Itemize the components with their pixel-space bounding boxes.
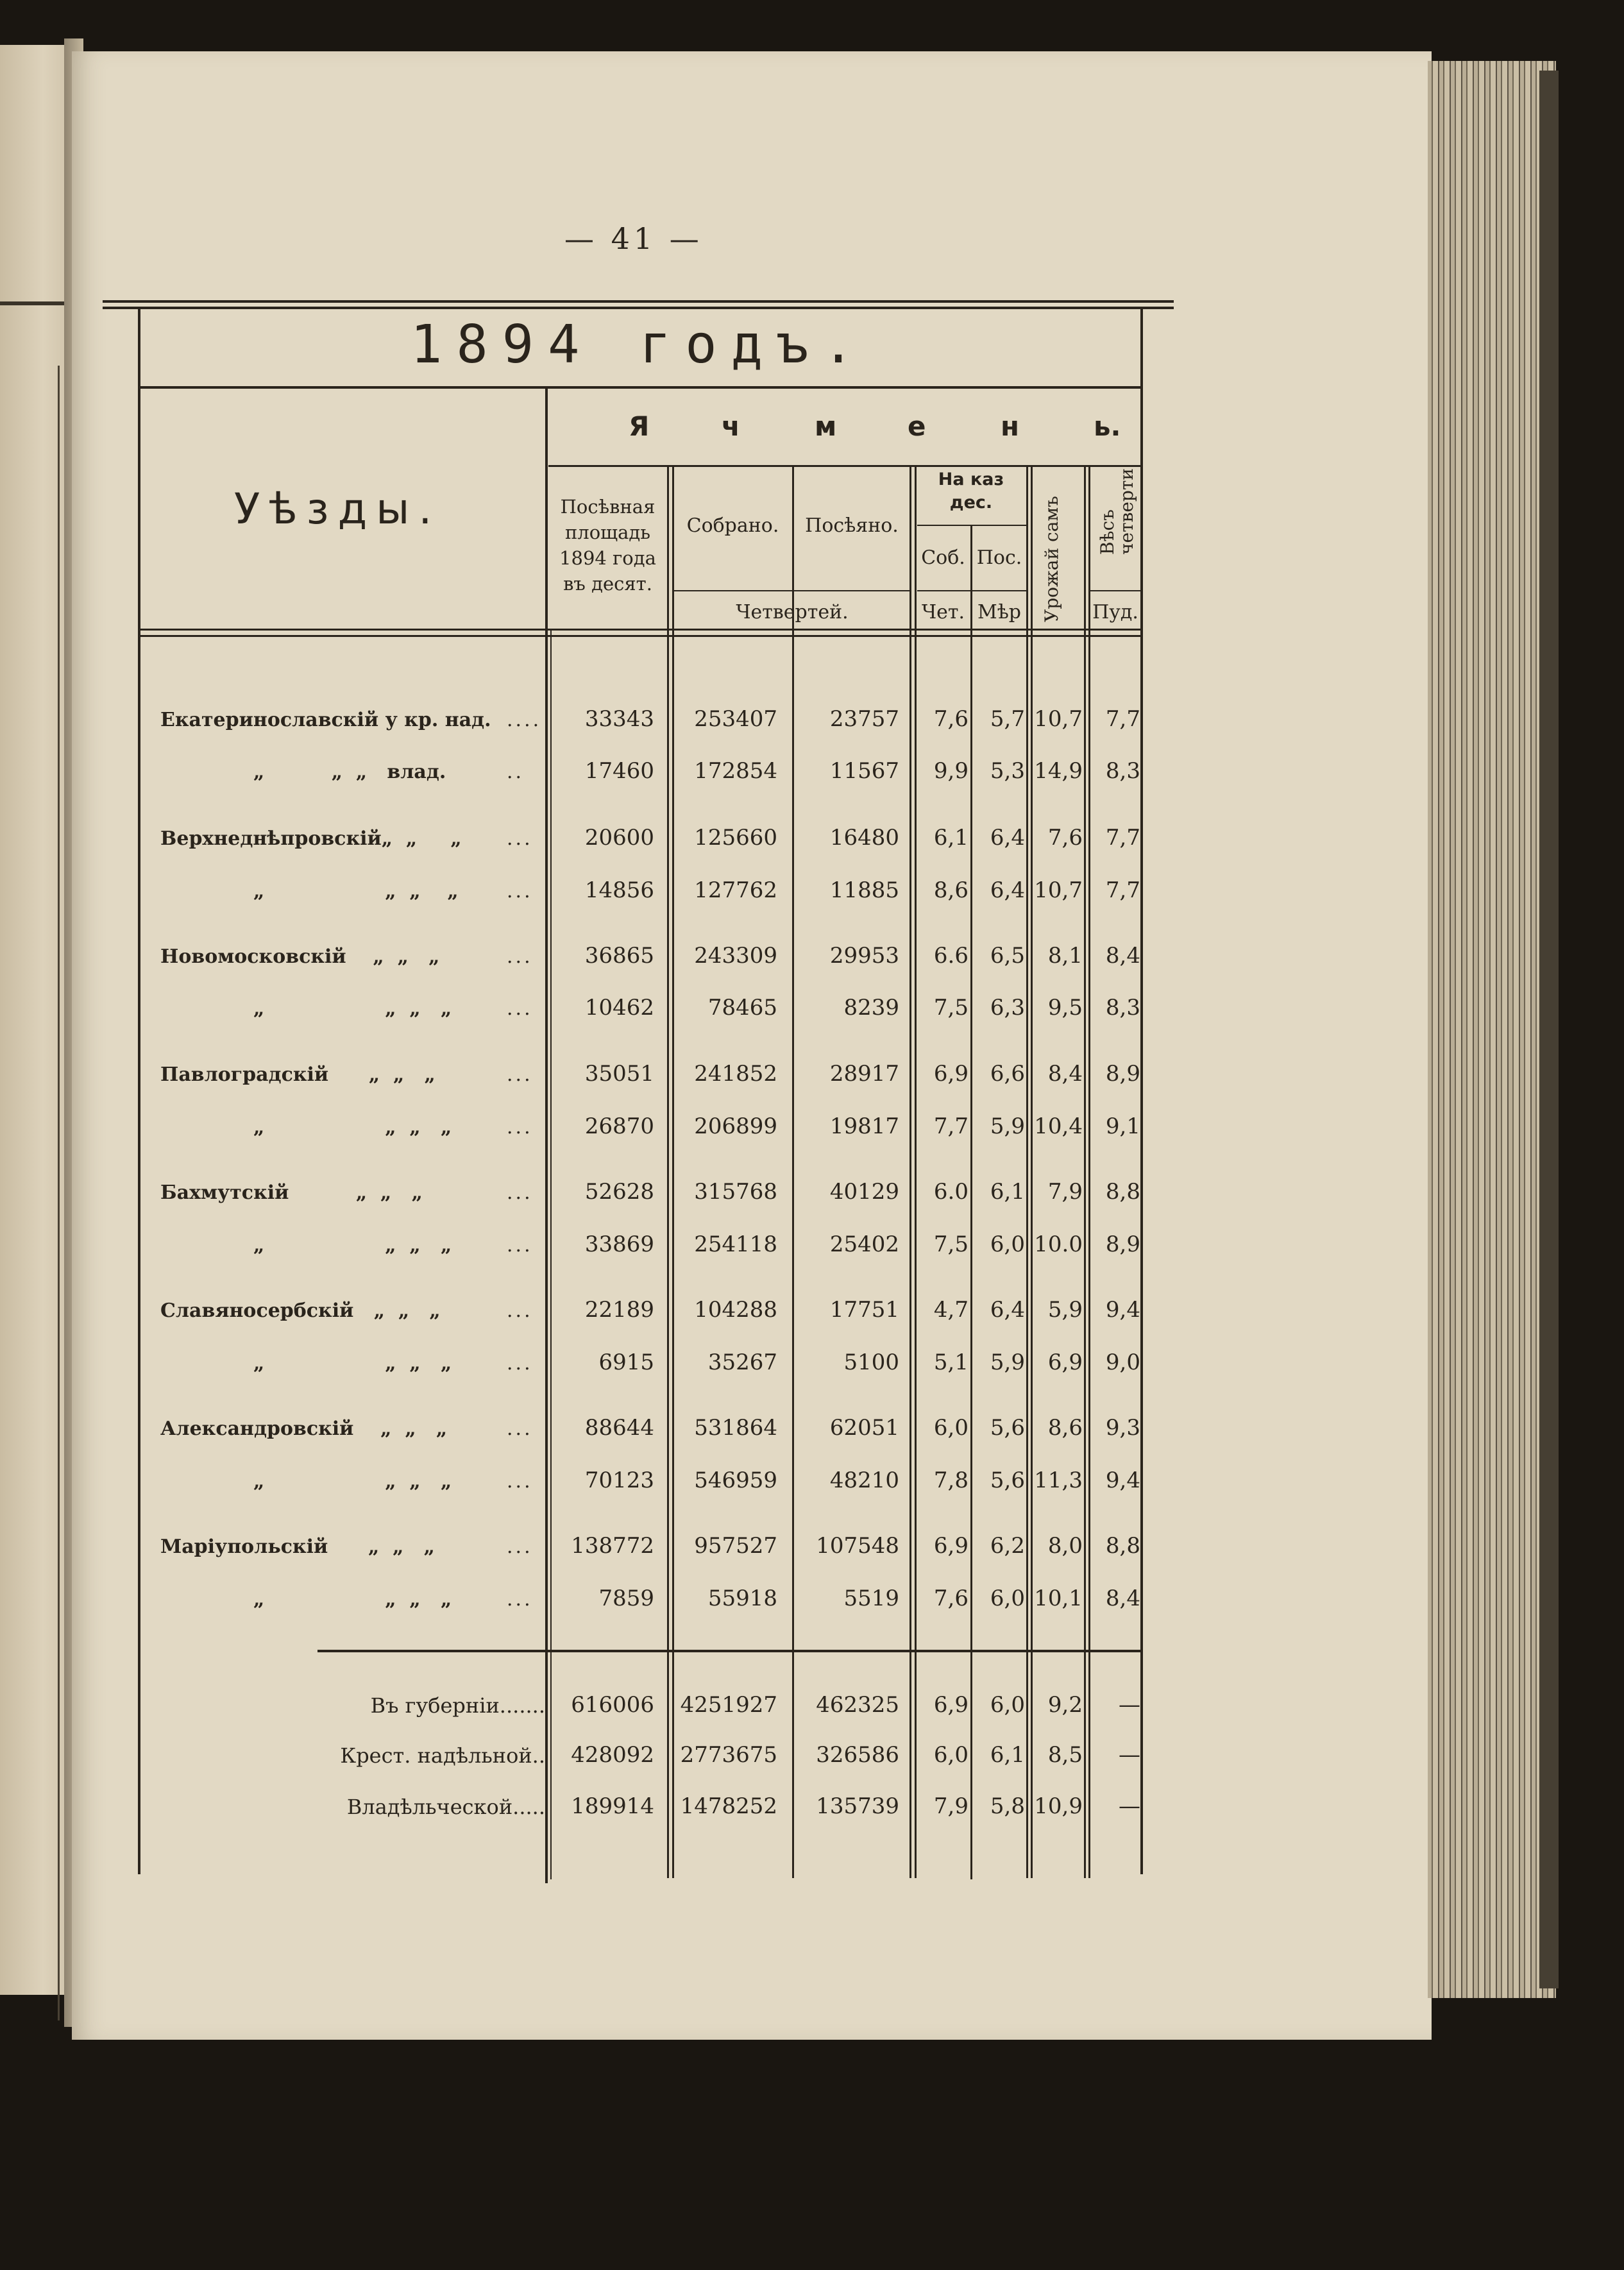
cell-weight: 8,3 — [1105, 758, 1140, 784]
leader-dots: ... — [507, 1588, 533, 1611]
districts-header: Уѣзды. — [234, 484, 441, 534]
cell-yield: 8,4 — [1047, 1061, 1083, 1087]
per-desyatina-header: На каз дес. — [938, 470, 1004, 512]
col-line — [970, 526, 972, 1879]
cell-area: 7859 — [598, 1586, 654, 1611]
total-sown: 326586 — [816, 1742, 899, 1768]
cell-weight: 8,9 — [1105, 1232, 1140, 1257]
cell-weight: 9,0 — [1105, 1350, 1140, 1375]
total-own: 6,9 — [933, 1692, 968, 1718]
cell-per_sown: 5,9 — [990, 1114, 1025, 1139]
cell-yield: 8,0 — [1047, 1533, 1083, 1559]
cell-weight: 8,9 — [1105, 1061, 1140, 1087]
district-name: Екатеринославскій у кр. над. — [160, 709, 491, 731]
cell-collected: 531864 — [694, 1415, 777, 1441]
total-yield: 9,2 — [1047, 1692, 1083, 1718]
cell-weight: 7,7 — [1105, 706, 1140, 732]
leader-dots: ... — [507, 1063, 533, 1086]
col-line — [792, 467, 794, 1878]
cell-collected: 125660 — [694, 825, 777, 851]
leader-dots: ... — [507, 1300, 533, 1322]
leader-dots: .. — [507, 761, 525, 783]
cell-yield: 10,1 — [1034, 1586, 1083, 1611]
cell-collected: 206899 — [694, 1114, 777, 1139]
district-name: „ „ „ „ — [253, 1588, 452, 1611]
right-frame-line — [1140, 309, 1143, 1874]
header-divider-b — [550, 629, 552, 1879]
total-per_sown: 6,1 — [990, 1742, 1025, 1768]
cell-own: 7,5 — [933, 1232, 968, 1257]
district-name: „ „ „ „ — [253, 880, 459, 902]
cell-area: 20600 — [584, 825, 654, 851]
cell-sown: 28917 — [829, 1061, 899, 1087]
cell-weight: 8,3 — [1105, 995, 1140, 1021]
crop-rule — [548, 465, 1142, 467]
cell-collected: 172854 — [694, 758, 777, 784]
total-collected: 2773675 — [680, 1742, 777, 1768]
cell-weight: 8,4 — [1105, 943, 1140, 969]
total-per_sown: 6,0 — [990, 1692, 1025, 1718]
cell-collected: 127762 — [694, 877, 777, 903]
own-header: Соб. — [921, 546, 965, 569]
cell-sown: 11885 — [829, 877, 899, 903]
cell-collected: 35267 — [707, 1350, 777, 1375]
pud-rule — [1090, 590, 1142, 591]
cell-weight: 9,4 — [1105, 1297, 1140, 1323]
cell-sown: 62051 — [829, 1415, 899, 1441]
totals-rule — [317, 1650, 1142, 1652]
crop-name-barley — [629, 411, 1187, 442]
district-name: Павлоградскій „ „ „ — [160, 1063, 436, 1086]
collected-header: Собрано. — [686, 514, 779, 537]
cell-collected: 78465 — [707, 995, 777, 1021]
cell-collected: 253407 — [694, 706, 777, 732]
leader-dots: ... — [507, 945, 533, 968]
cell-own: 7,5 — [933, 995, 968, 1021]
cell-sown: 19817 — [829, 1114, 899, 1139]
col-line — [1031, 467, 1033, 1878]
cell-per_sown: 6,2 — [990, 1533, 1025, 1559]
cell-area: 138772 — [571, 1533, 654, 1559]
cell-per_sown: 6,3 — [990, 995, 1025, 1021]
left-page-edge — [0, 45, 72, 1995]
cell-sown: 40129 — [829, 1179, 899, 1205]
cell-sown: 48210 — [829, 1468, 899, 1493]
cell-weight: 9,4 — [1105, 1468, 1140, 1493]
total-weight: — — [1119, 1742, 1140, 1768]
total-own: 7,9 — [933, 1793, 968, 1819]
total-weight: — — [1119, 1793, 1140, 1819]
leader-dots: ... — [507, 1234, 533, 1257]
leader-dots: ... — [507, 880, 533, 902]
cell-weight: 8,4 — [1105, 1586, 1140, 1611]
cell-collected: 546959 — [694, 1468, 777, 1493]
col-line — [909, 467, 911, 1878]
units-rule — [917, 590, 1026, 591]
total-area: 189914 — [571, 1793, 654, 1819]
left-frame-line — [138, 309, 140, 1874]
title-rule — [138, 386, 1142, 389]
cell-per_sown: 5,9 — [990, 1350, 1025, 1375]
cell-sown: 16480 — [829, 825, 899, 851]
district-name: Александровскій „ „ „ — [160, 1418, 448, 1440]
weight-header: Вѣсъ четверти — [1097, 468, 1137, 555]
area-header: Посѣвная площадь 1894 года въ десят. — [559, 496, 656, 595]
cell-area: 33869 — [584, 1232, 654, 1257]
total-weight: — — [1119, 1692, 1140, 1718]
leader-dots: .... — [507, 709, 542, 731]
total-label: Крест. надѣльной.. — [340, 1743, 545, 1768]
cell-area: 88644 — [584, 1415, 654, 1441]
header-bottom-rule — [138, 629, 1142, 631]
cell-sown: 11567 — [829, 758, 899, 784]
cell-sown: 5100 — [843, 1350, 899, 1375]
district-name: Верхнеднѣпровскій„ „ „ — [160, 827, 462, 850]
cell-sown: 8239 — [843, 995, 899, 1021]
leader-dots: ... — [507, 997, 533, 1020]
total-per_sown: 5,8 — [990, 1793, 1025, 1819]
cell-yield: 10,7 — [1034, 877, 1083, 903]
cell-sown: 23757 — [829, 706, 899, 732]
cell-own: 4,7 — [933, 1297, 968, 1323]
leader-dots: ... — [507, 1536, 533, 1558]
cell-collected: 254118 — [694, 1232, 777, 1257]
col-line — [672, 467, 674, 1878]
crop-letter: м — [815, 411, 837, 442]
cell-yield: 10,4 — [1034, 1114, 1083, 1139]
district-name: Бахмутскій „ „ „ — [160, 1182, 423, 1204]
cell-area: 33343 — [584, 706, 654, 732]
cell-weight: 7,7 — [1105, 825, 1140, 851]
header-bottom-rule-2 — [138, 635, 1142, 637]
cell-own: 6,0 — [933, 1415, 968, 1441]
cell-per_sown: 5,6 — [990, 1415, 1025, 1441]
table-title: 1894 годъ. — [410, 314, 868, 375]
col-line — [1084, 467, 1086, 1878]
cell-own: 9,9 — [933, 758, 968, 784]
cell-per_sown: 5,6 — [990, 1468, 1025, 1493]
district-name: „ „ „ „ — [253, 1234, 452, 1257]
quarters-header: Четвертей. — [736, 601, 849, 623]
cell-yield: 7,9 — [1047, 1179, 1083, 1205]
district-name: Новомосковскій „ „ „ — [160, 945, 440, 968]
leader-dots: ... — [507, 1352, 533, 1375]
cell-own: 8,6 — [933, 877, 968, 903]
cell-area: 35051 — [584, 1061, 654, 1087]
top-double-rule — [103, 300, 1174, 303]
leader-dots: ... — [507, 827, 533, 850]
cell-own: 6.0 — [933, 1179, 968, 1205]
cell-yield: 10.0 — [1034, 1232, 1083, 1257]
cell-area: 22189 — [584, 1297, 654, 1323]
cell-yield: 7,6 — [1047, 825, 1083, 851]
district-name: Маріупольскій „ „ „ — [160, 1536, 435, 1558]
left-page-line — [58, 366, 60, 2020]
mer-header: Мѣр — [977, 601, 1021, 623]
cell-per_sown: 6,4 — [990, 825, 1025, 851]
page-edges — [1428, 61, 1556, 1998]
district-name: „ „ „ влад. — [253, 761, 446, 783]
cell-per_sown: 6,4 — [990, 1297, 1025, 1323]
sown-header: Посѣяно. — [805, 514, 899, 537]
crop-letter: н — [1001, 411, 1020, 442]
cell-collected: 315768 — [694, 1179, 777, 1205]
cell-weight: 7,7 — [1105, 877, 1140, 903]
cell-yield: 5,9 — [1047, 1297, 1083, 1323]
total-sown: 135739 — [816, 1793, 899, 1819]
total-collected: 1478252 — [680, 1793, 777, 1819]
district-name: „ „ „ „ — [253, 997, 452, 1020]
col-line — [915, 467, 917, 1878]
cell-collected: 55918 — [707, 1586, 777, 1611]
total-own: 6,0 — [933, 1742, 968, 1768]
leader-dots: ... — [507, 1116, 533, 1139]
leader-dots: ... — [507, 1418, 533, 1440]
cell-weight: 8,8 — [1105, 1533, 1140, 1559]
pud-header: Пуд. — [1092, 601, 1138, 623]
cell-own: 6,9 — [933, 1533, 968, 1559]
sown-short-header: Пос. — [976, 546, 1022, 569]
district-name: „ „ „ „ — [253, 1352, 452, 1375]
cell-own: 6.6 — [933, 943, 968, 969]
cell-yield: 10,7 — [1034, 706, 1083, 732]
cell-own: 5,1 — [933, 1350, 968, 1375]
cell-yield: 8,6 — [1047, 1415, 1083, 1441]
cell-area: 6915 — [598, 1350, 654, 1375]
total-label: Въ губерніи....... — [370, 1693, 545, 1718]
cell-per_sown: 6,4 — [990, 877, 1025, 903]
quarters-rule — [673, 590, 909, 591]
col-line — [1088, 467, 1090, 1878]
cell-collected: 104288 — [694, 1297, 777, 1323]
cell-area: 10462 — [584, 995, 654, 1021]
left-page-rule — [0, 301, 64, 305]
cell-yield: 8,1 — [1047, 943, 1083, 969]
cell-own: 6,9 — [933, 1061, 968, 1087]
yield-header: Урожай самъ — [1041, 496, 1062, 622]
cell-area: 17460 — [584, 758, 654, 784]
cell-sown: 25402 — [829, 1232, 899, 1257]
col-line — [1026, 467, 1028, 1878]
cell-own: 7,7 — [933, 1114, 968, 1139]
crop-letter: ч — [722, 411, 740, 442]
total-yield: 8,5 — [1047, 1742, 1083, 1768]
cell-per_sown: 5,7 — [990, 706, 1025, 732]
cell-area: 70123 — [584, 1468, 654, 1493]
cell-weight: 9,1 — [1105, 1114, 1140, 1139]
cell-collected: 241852 — [694, 1061, 777, 1087]
cell-sown: 29953 — [829, 943, 899, 969]
cell-yield: 11,3 — [1034, 1468, 1083, 1493]
cell-yield: 9,5 — [1047, 995, 1083, 1021]
cell-per_sown: 6,0 — [990, 1232, 1025, 1257]
cell-area: 52628 — [584, 1179, 654, 1205]
total-label: Владѣльческой..... — [346, 1795, 545, 1819]
total-collected: 4251927 — [680, 1692, 777, 1718]
cell-sown: 5519 — [843, 1586, 899, 1611]
leader-dots: ... — [507, 1470, 533, 1493]
cell-own: 7,8 — [933, 1468, 968, 1493]
district-name: „ „ „ „ — [253, 1116, 452, 1139]
cell-own: 6,1 — [933, 825, 968, 851]
chet-header: Чет. — [921, 601, 965, 623]
page-number: — 41 — — [564, 221, 703, 256]
cell-area: 36865 — [584, 943, 654, 969]
total-yield: 10,9 — [1034, 1793, 1083, 1819]
cell-collected: 957527 — [694, 1533, 777, 1559]
crop-letter: е — [908, 411, 926, 442]
book-cover-edge — [1539, 71, 1559, 1988]
cell-weight: 8,8 — [1105, 1179, 1140, 1205]
cell-sown: 107548 — [816, 1533, 899, 1559]
cell-per_sown: 6,6 — [990, 1061, 1025, 1087]
total-sown: 462325 — [816, 1692, 899, 1718]
total-area: 616006 — [571, 1692, 654, 1718]
crop-letter: ь. — [1094, 411, 1121, 442]
cell-per_sown: 6,5 — [990, 943, 1025, 969]
leader-dots: ... — [507, 1182, 533, 1204]
cell-per_sown: 5,3 — [990, 758, 1025, 784]
cell-sown: 17751 — [829, 1297, 899, 1323]
cell-per_sown: 6,0 — [990, 1586, 1025, 1611]
cell-per_sown: 6,1 — [990, 1179, 1025, 1205]
cell-collected: 243309 — [694, 943, 777, 969]
district-name: Славяносербскій „ „ „ — [160, 1300, 441, 1322]
cell-area: 26870 — [584, 1114, 654, 1139]
total-area: 428092 — [571, 1742, 654, 1768]
cell-own: 7,6 — [933, 706, 968, 732]
cell-weight: 9,3 — [1105, 1415, 1140, 1441]
header-divider — [545, 389, 548, 1883]
top-double-rule-2 — [103, 307, 1174, 309]
col-line — [667, 467, 669, 1878]
cell-own: 7,6 — [933, 1586, 968, 1611]
cell-yield: 14,9 — [1034, 758, 1083, 784]
cell-area: 14856 — [584, 877, 654, 903]
district-name: „ „ „ „ — [253, 1470, 452, 1493]
crop-letter: Я — [629, 411, 650, 442]
cell-yield: 6,9 — [1047, 1350, 1083, 1375]
